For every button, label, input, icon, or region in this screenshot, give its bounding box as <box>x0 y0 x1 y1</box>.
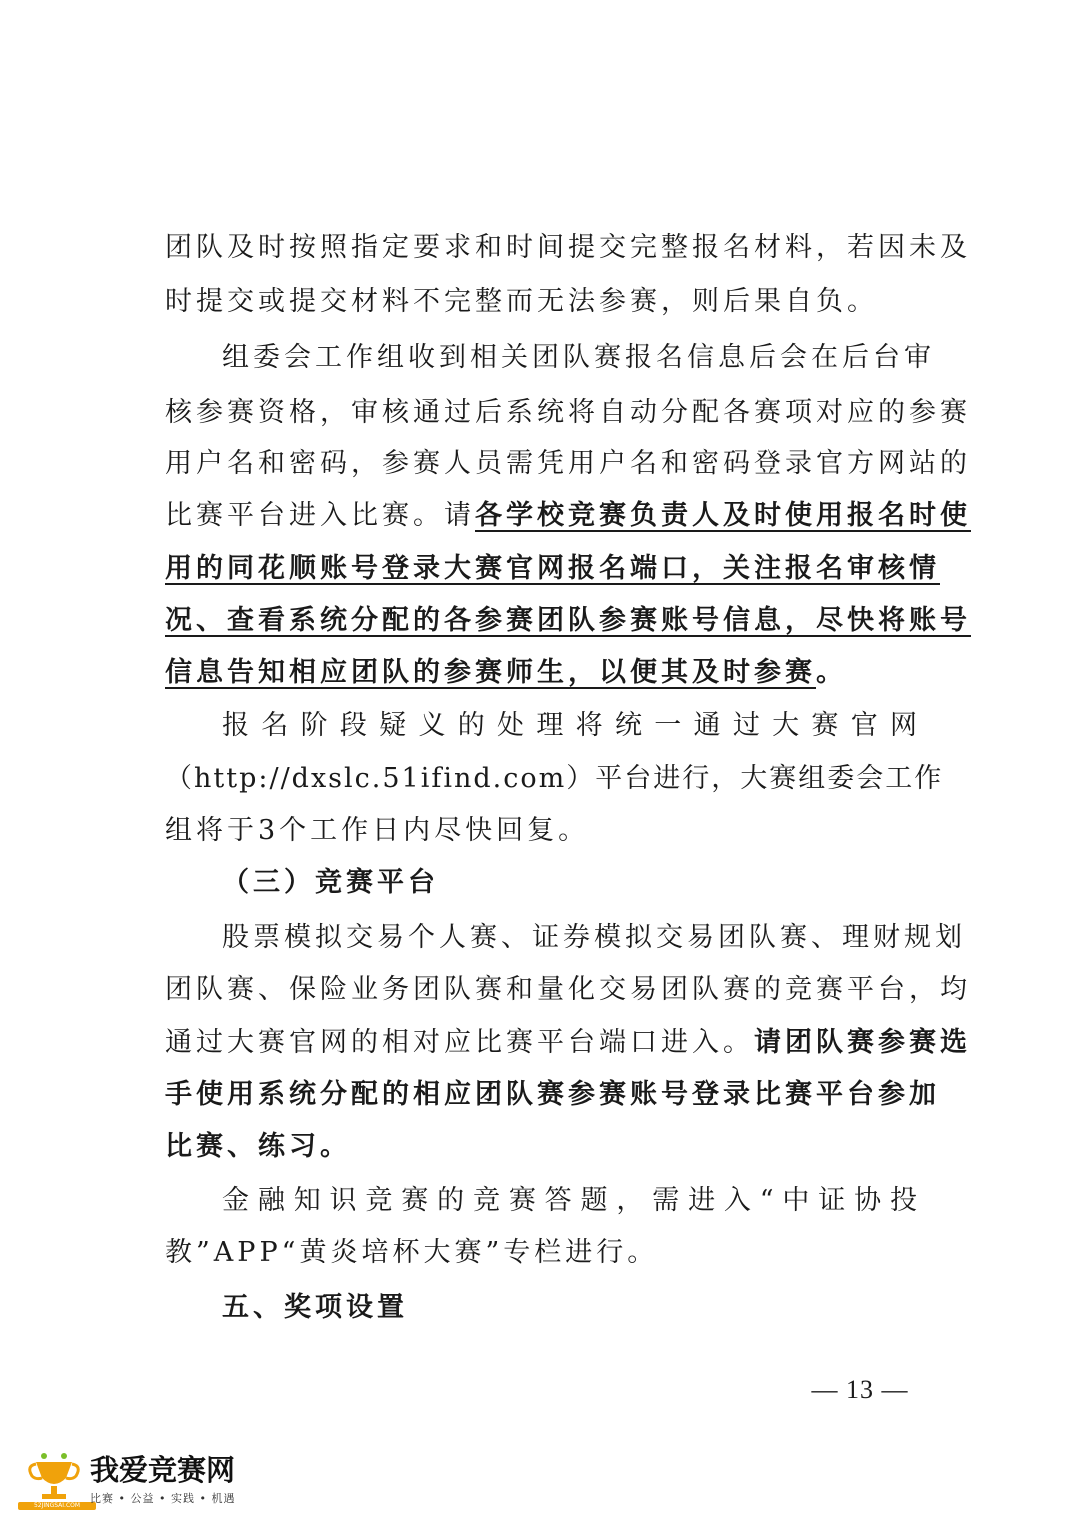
paragraph-line: 组委会工作组收到相关团队赛报名信息后会在后台审 <box>222 342 935 373</box>
paragraph-line: 股票模拟交易个人赛、证券模拟交易团队赛、理财规划 <box>222 922 966 953</box>
text-run: 。 <box>816 657 847 688</box>
watermark-slogan: 比赛 • 公益 • 实践 • 机遇 <box>90 1492 236 1505</box>
emphasized-line: 况、查看系统分配的各参赛团队参赛账号信息，尽快将账号 <box>165 605 971 636</box>
watermark-site: 52JINGSAI.COM <box>18 1502 96 1510</box>
paragraph-line: 报名阶段疑义的处理将统一通过大赛官网 <box>222 710 917 741</box>
paragraph-line: 用户名和密码，参赛人员需凭用户名和密码登录官方网站的 <box>165 448 971 479</box>
paragraph-line: 团队赛、保险业务团队赛和量化交易团队赛的竞赛平台，均 <box>165 974 971 1005</box>
paragraph-line: 教”APP“黄炎培杯大赛”专栏进行。 <box>165 1237 659 1268</box>
paragraph-line: 团队及时按照指定要求和时间提交完整报名材料，若因未及 <box>165 232 971 263</box>
paragraph-line <box>165 1023 971 1063</box>
paragraph-line: 核参赛资格，审核通过后系统将自动分配各赛项对应的参赛 <box>165 397 971 428</box>
emphasized-line: 手使用系统分配的相应团队赛参赛账号登录比赛平台参加 <box>165 1079 940 1110</box>
trophy-icon <box>22 1448 86 1504</box>
page-number: — 13 — <box>811 1375 909 1404</box>
paragraph-line: 时提交或提交材料不完整而无法参赛，则后果自负。 <box>165 286 878 317</box>
paragraph-line: 金融知识竞赛的竞赛答题，需进入“中证协投 <box>222 1185 917 1216</box>
text-run: 通过大赛官网的相对应比赛平台端口进入。 <box>165 1027 754 1058</box>
section-heading: 五、奖项设置 <box>222 1292 408 1323</box>
emphasized-text: 信息告知相应团队的参赛师生，以便其及时参赛 <box>165 657 816 688</box>
emphasized-text: 请团队赛参赛选 <box>754 1027 971 1058</box>
watermark-logo <box>18 1448 278 1518</box>
emphasized-text: 各学校竞赛负责人及时使用报名时使 <box>475 500 971 531</box>
watermark-title: 我爱竞赛网 <box>90 1453 236 1487</box>
paragraph-line: （http://dxslc.51ifind.com）平台进行，大赛组委会工作 <box>165 763 944 794</box>
paragraph-line: 组将于3个工作日内尽快回复。 <box>165 815 590 846</box>
emphasized-line: 用的同花顺账号登录大赛官网报名端口，关注报名审核情 <box>165 553 940 584</box>
paragraph-line <box>165 496 971 536</box>
emphasized-line: 比赛、练习。 <box>165 1131 351 1162</box>
paragraph-line <box>165 653 925 693</box>
text-run: 比赛平台进入比赛。请 <box>165 500 475 531</box>
section-heading: （三）竞赛平台 <box>222 867 439 898</box>
